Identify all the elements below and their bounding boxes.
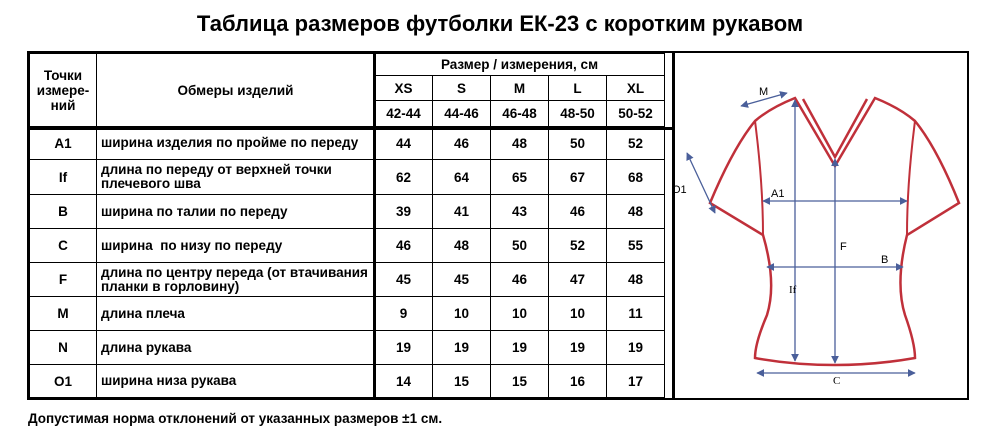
row-value: 50 [549, 127, 607, 160]
header-points [30, 54, 97, 127]
row-point: F [30, 263, 97, 297]
row-value: 16 [549, 365, 607, 398]
row-value: 48 [607, 263, 665, 297]
label-if: If [789, 284, 797, 296]
row-value: 52 [607, 127, 665, 160]
row-desc: ширина изделия по пройме по переду [97, 127, 375, 160]
row-value: 14 [375, 365, 433, 398]
row-value: 41 [433, 195, 491, 229]
row-value: 45 [375, 263, 433, 297]
size-l: L [549, 76, 607, 101]
row-desc: ширина по талии по переду [97, 195, 375, 229]
header-points-label: Точки измере-ний [36, 67, 90, 113]
row-value: 68 [607, 160, 665, 195]
table-row [30, 365, 665, 398]
label-o1: O1 [672, 184, 687, 196]
footnote: Допустимая норма отклонений от указанных размеров ±1 см. [28, 411, 443, 426]
table-row [30, 229, 665, 263]
range-xs: 42-44 [375, 101, 433, 127]
row-value: 46 [375, 229, 433, 263]
size-s: S [433, 76, 491, 101]
row-value: 64 [433, 160, 491, 195]
range-m: 46-48 [491, 101, 549, 127]
table-row [30, 331, 665, 365]
arrow-o1 [687, 153, 715, 213]
table-row [30, 195, 665, 229]
size-xs: XS [375, 76, 433, 101]
row-value: 19 [549, 331, 607, 365]
label-b: B [881, 254, 889, 266]
label-f: F [840, 241, 847, 253]
row-value: 46 [549, 195, 607, 229]
table-row [30, 127, 665, 160]
row-value: 10 [491, 297, 549, 331]
row-value: 48 [607, 195, 665, 229]
row-desc: длина плеча [97, 297, 375, 331]
row-desc: ширина по низу по переду [97, 229, 375, 263]
row-value: 9 [375, 297, 433, 331]
size-m: M [491, 76, 549, 101]
tshirt-diagram [672, 53, 967, 398]
row-desc: длина по центру переда (от втачивания планки в горловину) [97, 263, 375, 297]
row-value: 19 [433, 331, 491, 365]
row-value: 48 [433, 229, 491, 263]
row-value: 46 [433, 127, 491, 160]
row-desc: длина рукава [97, 331, 375, 365]
row-point: M [30, 297, 97, 331]
row-value: 11 [607, 297, 665, 331]
row-value: 52 [549, 229, 607, 263]
header-measures: Обмеры изделий [97, 54, 375, 127]
row-value: 39 [375, 195, 433, 229]
row-desc: длина по переду от верхней точки плечевого шва [97, 160, 375, 195]
sleeve-seam-left [755, 121, 763, 235]
row-desc: ширина низа рукава [97, 365, 375, 398]
size-xl: XL [607, 76, 665, 101]
row-value: 44 [375, 127, 433, 160]
page-title: Таблица размеров футболки ЕК-23 с коротким рукавом [196, 11, 804, 36]
row-value: 19 [607, 331, 665, 365]
row-value: 65 [491, 160, 549, 195]
table-row [30, 263, 665, 297]
row-value: 15 [433, 365, 491, 398]
row-value: 43 [491, 195, 549, 229]
row-value: 55 [607, 229, 665, 263]
row-value: 48 [491, 127, 549, 160]
row-value: 10 [433, 297, 491, 331]
range-xl: 50-52 [607, 101, 665, 127]
row-value: 10 [549, 297, 607, 331]
row-value: 46 [491, 263, 549, 297]
row-point: If [30, 160, 97, 195]
row-value: 45 [433, 263, 491, 297]
table-row [30, 160, 665, 195]
row-point: A1 [30, 127, 97, 160]
row-value: 17 [607, 365, 665, 398]
header-divider [27, 127, 675, 130]
row-value: 47 [549, 263, 607, 297]
row-point: N [30, 331, 97, 365]
row-value: 19 [375, 331, 433, 365]
table-row [30, 297, 665, 331]
range-l: 48-50 [549, 101, 607, 127]
row-value: 67 [549, 160, 607, 195]
size-table [29, 53, 665, 398]
label-m: M [759, 86, 769, 98]
sleeve-seam-right [907, 121, 915, 235]
range-s: 44-46 [433, 101, 491, 127]
column-divider [373, 51, 376, 400]
label-a1: A1 [771, 188, 785, 200]
header-size-caption: Размер / измерения, см [375, 54, 665, 76]
label-c: C [833, 375, 841, 387]
row-point: O1 [30, 365, 97, 398]
row-value: 19 [491, 331, 549, 365]
row-value: 62 [375, 160, 433, 195]
row-point: B [30, 195, 97, 229]
row-value: 15 [491, 365, 549, 398]
row-point: C [30, 229, 97, 263]
row-value: 50 [491, 229, 549, 263]
